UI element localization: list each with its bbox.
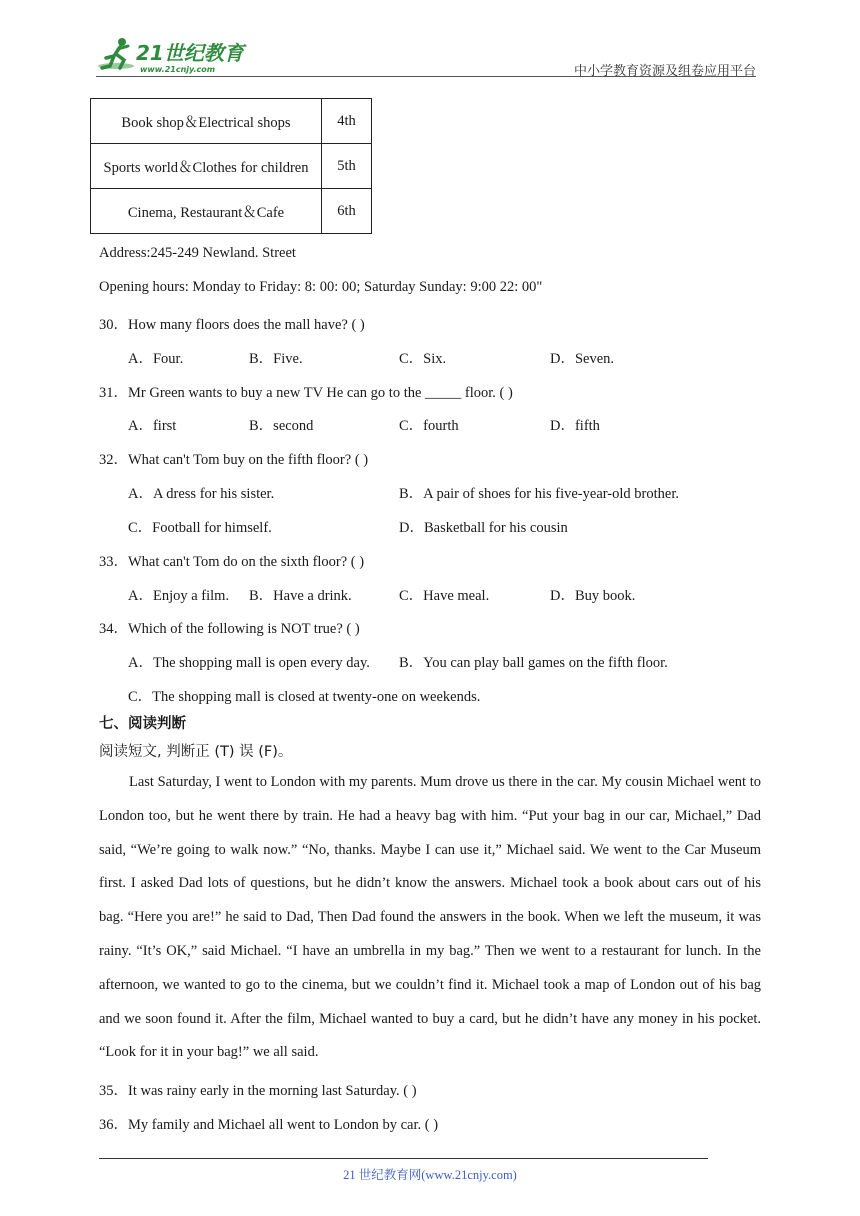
runner-logo-icon (96, 36, 266, 76)
floor-table (90, 98, 372, 234)
option-c: C．Six. (399, 351, 447, 367)
question-33: 33．What can't Tom do on the sixth floor? ( ) (99, 554, 365, 570)
table-cell-place: Sports world＆Clothes for children (91, 144, 322, 189)
option-c: C．Football for himself. (128, 520, 272, 536)
option-c: C．The shopping mall is closed at twenty-one on weekends. (128, 689, 481, 705)
option-a: A．first (128, 418, 177, 434)
option-a: A．Enjoy a film. (128, 588, 230, 604)
option-d: D．Buy book. (550, 588, 636, 604)
address-text: Address:245-249 Newland. Street (99, 245, 296, 261)
logo-url: www.21cnjy.com (140, 65, 216, 74)
option-a: A．The shopping mall is open every day. (128, 655, 370, 671)
option-b: B．Five. (249, 351, 303, 367)
table-row (91, 144, 372, 189)
option-b: B．You can play ball games on the fifth floor. (399, 655, 668, 671)
table-cell-floor: 4th (322, 99, 372, 144)
option-c: C．fourth (399, 418, 459, 434)
table-row (91, 99, 372, 144)
reading-passage: Last Saturday, I went to London with my parents. Mum drove us there in the car. My cousin Michael went to London too, but he went there by train. He had a heavy bag with him. “Put your bag in our car, Michael,” Dad said, “We’re going to walk now.” “No, thanks. Maybe I can use it,” Michael said. We went to the Car Museum first. I asked Dad lots of questions, but he didn’t know the answers. Michael took a book about cars out of his bag. “Here you are!” he said to Dad, Then Dad found the answers in the book. When we left the museum, it was rainy. “It’s OK,” said Michael. “I have an umbrella in my bag.” Then we went to a restaurant for lunch. In the afternoon, we wanted to go to the cinema, but we couldn’t find it. Michael took a map of London out of his bag and we soon found it. After the film, Michael wanted to buy a card, but he didn’t have any money in his pocket. “Look for it in your bag!” we all said. (99, 774, 761, 1061)
footer-text: 21 世纪教育网(www.21cnjy.com) (343, 1168, 517, 1182)
question-32: 32．What can't Tom buy on the fifth floor? ( ) (99, 452, 369, 468)
footer-divider (99, 1158, 708, 1159)
table-cell-place: Cinema, Restaurant＆Cafe (91, 189, 322, 234)
option-d: D．Seven. (550, 351, 615, 367)
table-cell-place: Book shop＆Electrical shops (91, 99, 322, 144)
header-divider (96, 76, 756, 77)
platform-name: 中小学教育资源及组卷应用平台 (573, 64, 756, 79)
table-cell-floor: 5th (322, 144, 372, 189)
option-a: A．Four. (128, 351, 184, 367)
table-cell-floor: 6th (322, 189, 372, 234)
question-36: 36．My family and Michael all went to London by car. ( ) (99, 1117, 439, 1133)
opening-hours-text: Opening hours: Monday to Friday: 8: 00: 00; Saturday Sunday: 9:00 22: 00" (99, 279, 543, 295)
table-row (91, 189, 372, 234)
section-title: 七、阅读判断 (99, 716, 186, 732)
option-a: A．A dress for his sister. (128, 486, 275, 502)
option-c: C．Have meal. (399, 588, 490, 604)
question-35: 35．It was rainy early in the morning last Saturday. ( ) (99, 1083, 417, 1099)
site-logo (96, 36, 266, 76)
question-34: 34．Which of the following is NOT true? ( ) (99, 621, 360, 637)
section-instruction: 阅读短文, 判断正 (T) 误 (F)。 (99, 744, 293, 760)
option-b: B．A pair of shoes for his five-year-old brother. (399, 486, 679, 502)
option-d: D．Basketball for his cousin (399, 520, 568, 536)
option-b: B．Have a drink. (249, 588, 352, 604)
question-31: 31．Mr Green wants to buy a new TV He can go to the _____ floor. ( ) (99, 385, 513, 401)
logo-text: 21世纪教育 (136, 41, 244, 65)
option-d: D．fifth (550, 418, 600, 434)
question-30: 30．How many floors does the mall have? ( ) (99, 317, 365, 333)
option-b: B．second (249, 418, 314, 434)
